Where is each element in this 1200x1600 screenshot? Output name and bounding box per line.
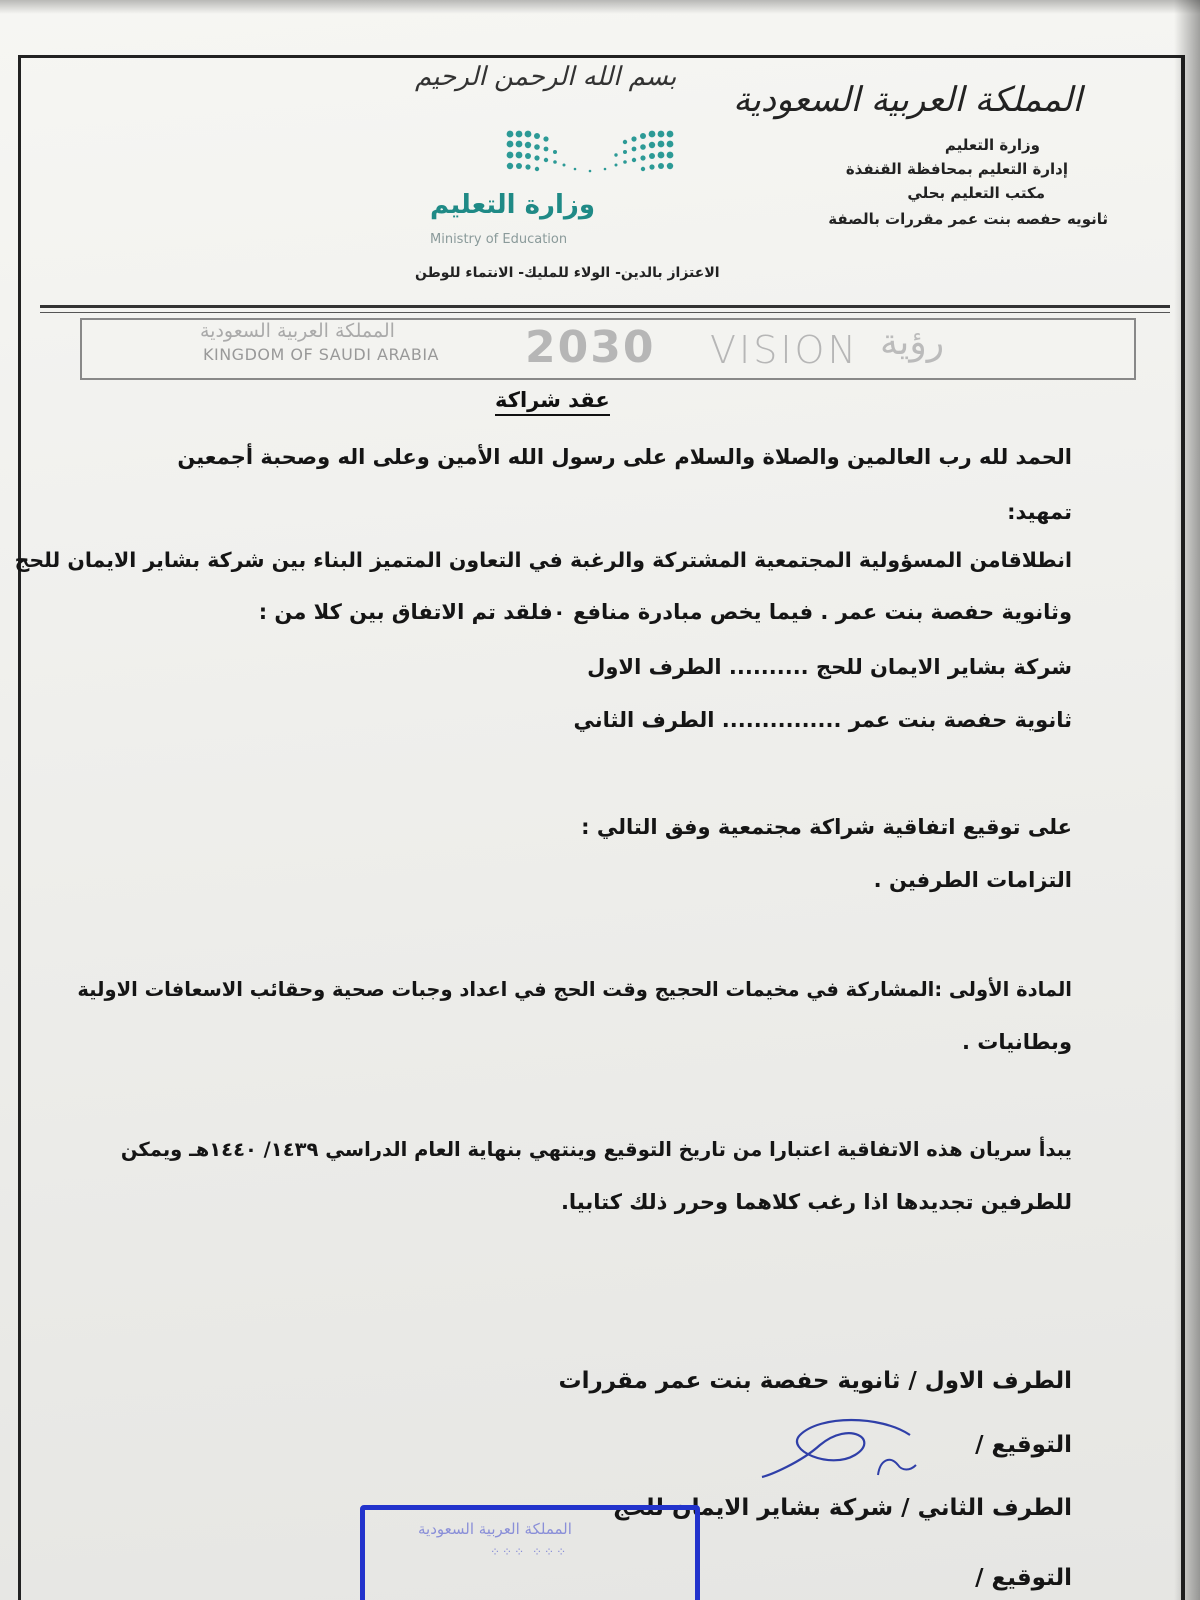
ministry-logo-icon: [505, 128, 675, 178]
page-shadow-edge: [1174, 0, 1200, 1600]
contract-title: عقد شراكة: [495, 388, 610, 416]
preamble-line-1: انطلاقامن المسؤولية المجتمعية المشتركة والرغبة في التعاون المتميز البناء بين شركة بشاير الايمان للحج: [14, 548, 1072, 572]
vision-word-arabic: رؤية: [880, 322, 945, 363]
kingdom-title: المملكة العربية السعودية: [733, 80, 1082, 120]
agreement-line: على توقيع اتفاقية شراكة مجتمعية وفق التالي :: [581, 815, 1072, 839]
preamble-label: تمهيد:: [1007, 500, 1072, 524]
opening-line: الحمد لله رب العالمين والصلاة والسلام على رسول الله الأمين وعلى اله وصحبة أجمعين: [177, 445, 1072, 469]
sign2-label: التوقيع /: [975, 1565, 1072, 1591]
department-name: إدارة التعليم بمحافظة القنفذة: [845, 160, 1068, 178]
ministry-logo-arabic: وزارة التعليم: [430, 190, 595, 220]
vision-word-english: VISION: [710, 328, 859, 372]
ministry-logo-english: Ministry of Education: [430, 232, 568, 247]
party1-line: شركة بشاير الايمان للحج .......... الطرف الاول: [587, 655, 1072, 679]
stamp-logo-icon: ⁘⁘⁘ ⁘⁘⁘: [490, 1545, 569, 1559]
party2-line: ثانوية حفصة بنت عمر ............... الطرف الثاني: [573, 708, 1072, 732]
vision-kingdom-english: KINGDOM OF SAUDI ARABIA: [203, 345, 439, 364]
party2-signature-label: الطرف الثاني / شركة بشاير الايمان للحج: [612, 1495, 1072, 1521]
article1-line-1: المادة الأولى :المشاركة في مخيمات الحجيج وقت الحج في اعداد وجبات صحية وحقائب الاسعافات الاولية: [77, 978, 1072, 1001]
preamble-line-2: وثانوية حفصة بنت عمر . فيما يخص مبادرة منافع ٠فلقد تم الاتفاق بين كلا من :: [258, 600, 1072, 624]
handwritten-signature-icon: [760, 1405, 920, 1495]
validity-line-2: للطرفين تجديدها اذا رغب كلاهما وحرر ذلك كتابيا.: [560, 1190, 1072, 1214]
slogan: الاعتزاز بالدين- الولاء للمليك- الانتماء للوطن: [415, 265, 720, 281]
ministry-name: وزارة التعليم: [944, 136, 1040, 154]
divider-thin: [40, 312, 1170, 313]
vision-kingdom-arabic: المملكة العربية السعودية: [200, 320, 395, 342]
sign1-label: التوقيع /: [975, 1432, 1072, 1458]
party1-signature-label: الطرف الاول / ثانوية حفصة بنت عمر مقررات: [558, 1368, 1072, 1394]
divider-thick: [40, 305, 1170, 308]
top-shadow: [0, 0, 1200, 14]
basmala: بسم الله الرحمن الرحيم: [415, 62, 677, 92]
validity-line-1: يبدأ سريان هذه الاتفاقية اعتبارا من تاريخ التوقيع وينتهي بنهاية العام الدراسي ١٤٣٩/ ١٤٤٠هـ ويمكن: [120, 1138, 1072, 1161]
obligations-line: التزامات الطرفين .: [873, 868, 1072, 892]
school-name: ثانويه حفصه بنت عمر مقررات بالصفة: [828, 210, 1108, 228]
stamp-text: المملكة العربية السعودية: [418, 1520, 572, 1538]
article1-line-2: وبطانيات .: [961, 1030, 1072, 1054]
vision-year: 2030: [525, 322, 656, 373]
office-name: مكتب التعليم بحلي: [907, 184, 1045, 202]
